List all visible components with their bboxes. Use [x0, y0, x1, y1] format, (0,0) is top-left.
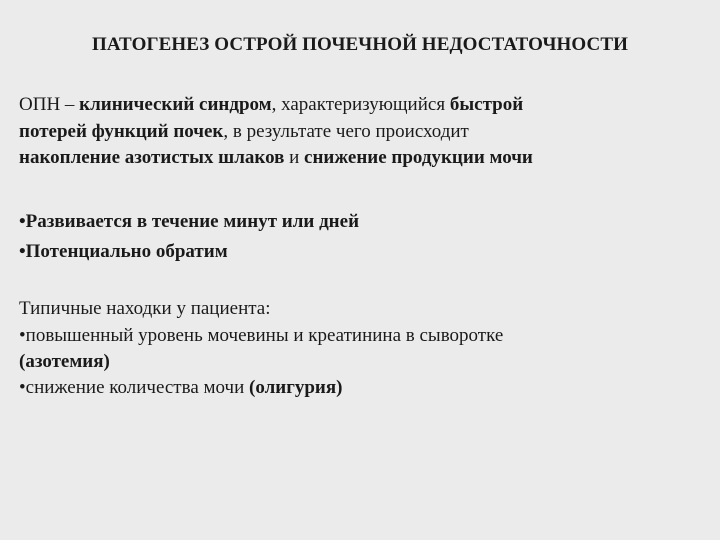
definition-paragraph [19, 92, 709, 172]
definition-line-1 [19, 92, 709, 119]
finding-item-azotemia: •повышенный уровень мочевины и креатинина в сыворотке [19, 325, 504, 346]
slide-title: ПАТОГЕНЕЗ ОСТРОЙ ПОЧЕЧНОЙ НЕДОСТАТОЧНОСТИ [92, 34, 628, 55]
finding-term-azotemia [19, 349, 709, 375]
definition-text-3: и [284, 147, 305, 168]
definition-text-2: , в результате чего происходит [223, 120, 469, 142]
feature-item: •Развивается в течение минут или дней [19, 211, 360, 232]
oliguria-text: •снижение количества мочи [19, 377, 250, 398]
definition-line-3 [19, 145, 709, 172]
definition-syndrome: клинический синдром [79, 94, 272, 115]
definition-abbr: ОПН – [19, 94, 80, 115]
definition-loss: потерей функций почек [19, 120, 224, 142]
definition-rapid: быстрой [449, 94, 524, 115]
definition-accumulation: накопление азотистых шлаков [19, 147, 285, 168]
definition-reduction: снижение продукции мочи [304, 147, 533, 168]
definition-line-2 [19, 119, 709, 146]
azotemia-term: (азотемия) [19, 351, 110, 372]
oliguria-term: (олигурия) [249, 377, 343, 398]
feature-item: •Потенциально обратим [19, 241, 228, 262]
findings-heading: Типичные находки у пациента: [19, 298, 271, 319]
definition-text-1: , характеризующийся [271, 94, 450, 115]
findings-section [19, 296, 709, 401]
features-list [19, 207, 709, 267]
finding-item-oliguria [19, 375, 709, 401]
